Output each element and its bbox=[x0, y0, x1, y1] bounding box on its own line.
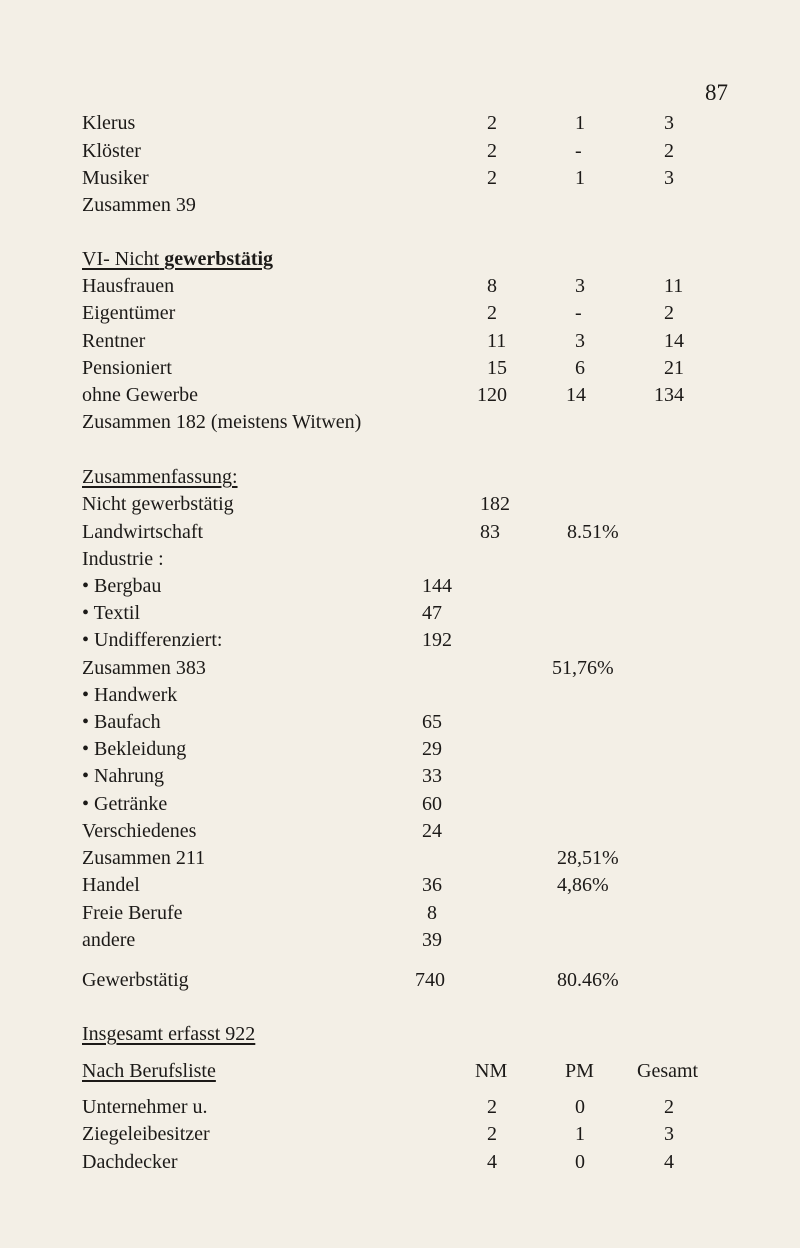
document-page: 87 Klerus 2 1 3 Klöster 2 - 2 Musiker 2 1 3 Zusammen 39 VI- Nicht gewerbstätig Hausfrauen 8 3 11 Eigentümer 2 - 2 Rentner 11 3 14 Pensioniert 15 6 21 ohne Gewerbe 120 14 134 Zusammen 182 (meistens Witwen) Zusammenfassung: Nicht gewerbstätig 182 Landwirtschaft 83 8.51% Industrie : • Bergbau 144 • Textil 47 • Undifferenziert: 192 Zusammen 383 51,76% • Handwerk • Baufach 65 • Bekleidung 29 • Nahrung 33 • Getränke 60 Verschiedenes 24 Zusammen 211 28,51% Handel 36 4,86% Freie Berufe 8 andere 39 Gewerbstätig 740 80.46% Insgesamt erfasst 922 Nach Berufsliste NM PM Gesamt Unternehmer u. 2 0 2 Ziegeleibesitzer 2 1 3 Dachdecker 4 0 4 bbox=[82, 80, 728, 1173]
page-number: 87 bbox=[705, 80, 728, 105]
